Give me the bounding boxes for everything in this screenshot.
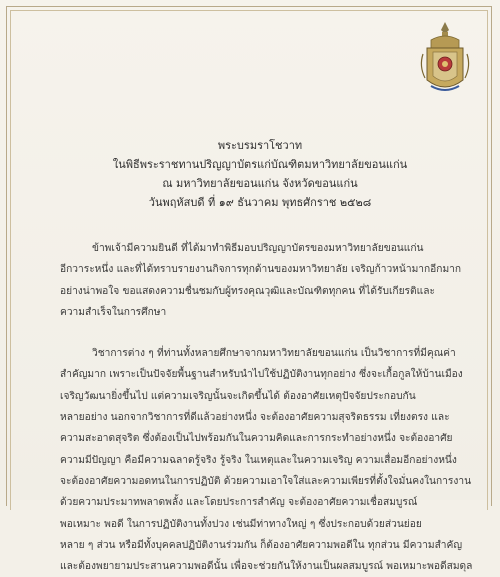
ceremony-line: ในพิธีพระราชทานปริญญาบัตรแก่บัณฑิตมหาวิทยาลัยขอนแก่น bbox=[112, 158, 408, 171]
location-line: ณ มหาวิทยาลัยขอนแก่น จังหวัดขอนแก่น bbox=[162, 177, 358, 190]
para2-line: ความมีปัญญา คือมีความฉลาดรู้จริง รู้จริง ในเหตุและในความเจริญ ความเสื่อมอีกอย่างหนึ่ง bbox=[60, 454, 457, 466]
paragraph-gap bbox=[60, 323, 460, 343]
date-line: วันพฤหัสบดี ที่ ๑๙ ธันวาคม พุทธศักราช ๒๕๒๘ bbox=[148, 196, 372, 209]
para2-line: และต้องพยายามประสานความพอดีนั้น เพื่อจะช่วยกันให้งานเป็นผลสมบูรณ์ พอเหมาะพอดีสมดุล bbox=[60, 561, 473, 573]
para1-line: อย่างน่าพอใจ ขอแสดงความชื่นชมกับผู้ทรงคุณวุฒิและบัณฑิตทุกคน ที่ได้รับเกียรติและ bbox=[60, 285, 435, 297]
speech-title: พระบรมราโชวาท bbox=[217, 139, 303, 152]
para2-line: ด้วยความประมาทพลาดพลั้ง และโดยประการสำคัญ จะต้องอาศัยความเชื่อสมบูรณ์ bbox=[60, 497, 418, 509]
para1-line: ความสำเร็จในการศึกษา bbox=[60, 306, 167, 318]
para2-line: จะต้องอาศัยความอดทนในการปฏิบัติ ด้วยความเอาใจใส่และความเพียรที่ตั้งใจมั่นคงในการงาน bbox=[60, 475, 472, 487]
para2-line: พอเหมาะ พอดี ในการปฏิบัติงานทั้งปวง เช่นมีท่าทางใหญ่ ๆ ซึ่งประกอบด้วยส่วนย่อย bbox=[60, 518, 422, 530]
para1-line: อีกวาระหนึ่ง และที่ได้ทราบรายงานกิจการทุกด้านของมหาวิทยาลัย เจริญก้าวหน้ามากอีกมาก bbox=[60, 264, 462, 276]
para2-line: ความสะอาดสุจริต ซึ่งต้องเป็นไปพร้อมกันในความคิดและการกระทำอย่างหนึ่ง จะต้องอาศัย bbox=[60, 433, 453, 445]
university-seal-emblem bbox=[413, 18, 477, 98]
para2-line: หลาย ๆ ส่วน หรือมีทั้งบุคคลปฏิบัติงานร่วมกัน ก็ต้องอาศัยความพอดีใน ทุกส่วน มีความสำคัญ bbox=[60, 539, 463, 551]
para2-line: สำคัญมาก เพราะเป็นปัจจัยพื้นฐานสำหรับนำไปใช้ปฏิบัติงานทุกอย่าง ซึ่งจะเกื้อกูลให้บ้านเมือง bbox=[60, 369, 463, 381]
para2-line: วิชาการต่าง ๆ ที่ท่านทั้งหลายศึกษาจากมหาวิทยาลัยขอนแก่น เป็นวิชาการที่มีคุณค่า bbox=[92, 348, 456, 360]
speech-body bbox=[60, 238, 473, 577]
para1-line: ข้าพเจ้ามีความยินดี ที่ได้มาทำพิธีมอบปริญญาบัตรของมหาวิทยาลัยขอนแก่น bbox=[92, 243, 424, 254]
para2-line: เจริญวัฒนายิ่งขึ้นไป แต่ความเจริญนั้นจะเกิดขึ้นได้ ต้องอาศัยเหตุปัจจัยประกอบกัน bbox=[60, 390, 416, 402]
speech-heading bbox=[90, 136, 430, 212]
para2-line: หลายอย่าง นอกจากวิชาการที่ดีแล้วอย่างหนึ่ง จะต้องอาศัยความสุจริตธรรม เที่ยงตรง และ bbox=[60, 412, 450, 424]
